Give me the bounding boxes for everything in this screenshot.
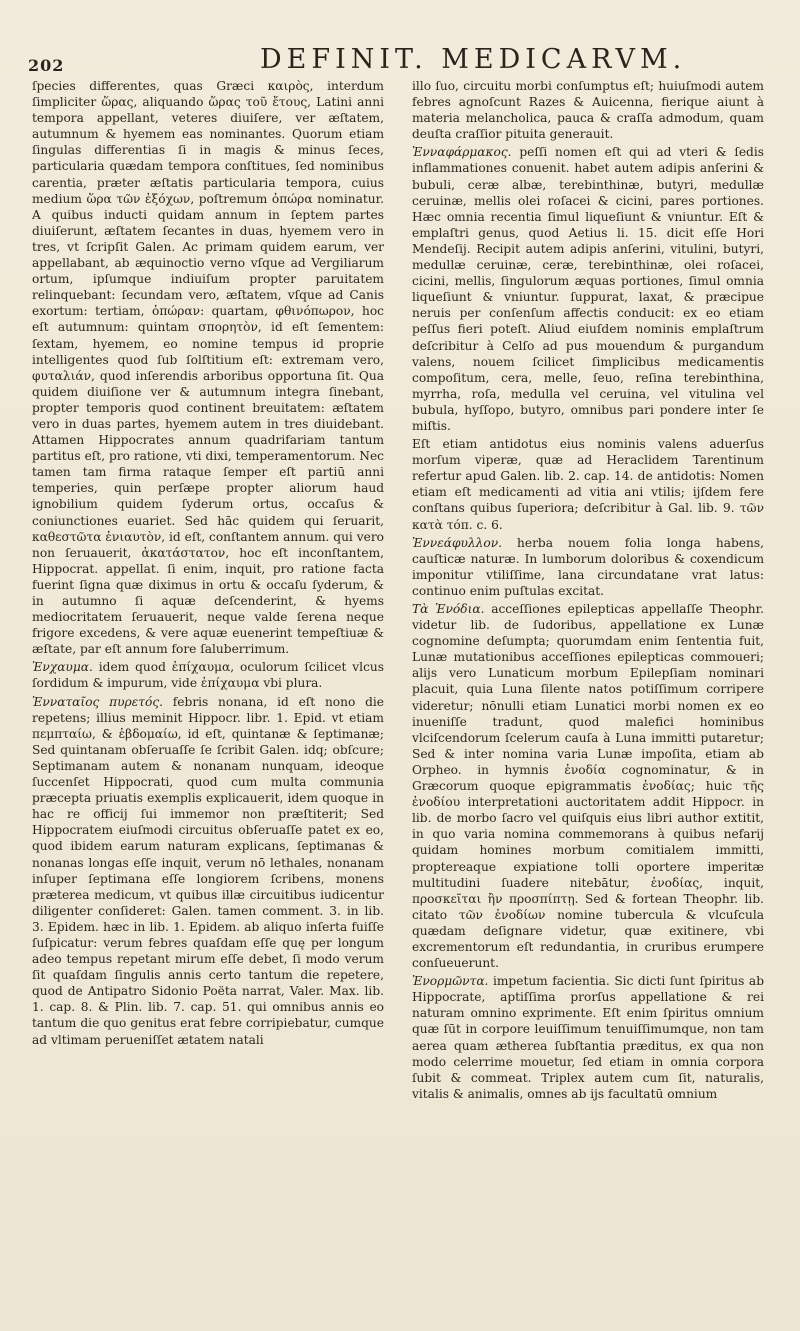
dictionary-entry [412,535,764,599]
dictionary-entry [32,659,384,691]
left-column [32,78,384,1050]
entry-text: idem quod ἐπίχαυμα, oculorum ſcilicet vlcus ſordidum & impurum, vide ἐπίχαυμα vbi plura. [32,660,384,691]
running-head: DEFINIT. MEDICARVM. [260,44,687,75]
page-number: 202 [28,56,65,75]
entry-headword: Ἐνορμῶντα. [412,974,489,989]
entry-text: acceſſiones epilepticas appellaſſe Theophr. videtur lib. de ſudoribus, appellatione ex Lunæ cognomine deſumpta; quorumdam enim ſententia fuit, Lunæ mutationibus acceſſiones epilepticas commoueri; alijs vero Lunaticum morbum Epilepſiam nominari placuit, quia Luna ſilente natos potiſſimum corripere videretur; nōnulli etiam Lunatici morbi nomen ex eo inueniſſe tradunt, quod malefici hominibus vlciſcendorum ſcelerum cauſa à Luna immitti putaretur; Sed & inter nomina varia Lunæ impoſita, etiam ab Orpheo. in hymnis ἐνοδία cognominatur, & in Græcorum quoque epigrammatis ἐνοδίας; huic τῆς ἐνοδίου interpretationi auctoritatem addit Hippocr. in lib. de morbo ſacro vel quiſquis eius libri author extitit, in quo varia nomina commemorans à quibus nefarij quidam homines morbum comitialem immitti, proptereaque expiatione tolli oportere imperitæ multitudini ſuadere nitebātur, ἐνοδίας, inquit, προσκεῖται ἢν προσπίπτῃ. Sed & fortean Theophr. lib. citato τῶν ἐνοδίων nomine tubercula & vlcuſcula quædam deſignare videtur, quæ exitinere, vbi excrementorum eſt redundantia, in cruribus erumpere conſueuerunt. [412,602,764,971]
entry-text: febris nonana, id eſt nono die repetens; illius meminit Hippocr. libr. 1. Epid. vt etiam πεμπταίω, & ἑβδομαίω, id eſt, quintanæ & ſeptimanæ; Sed quintanam obſeruaſſe ſe ſcribit Galen. idq; obſcure; Septimanam autem & nonanam nunquam, ideoque ſuccenſet Hippocrati, quod cum multa communia præcepta priuatis exemplis explicauerit, idem quoque in hac re officij ſui immemor non præſtiterit; Sed Hippocratem eiuſmodi circuitus obſeruaſſe patet ex eo, quod ibidem earum naturam explicans, ſeptimanas & nonanas longas eſſe inquit, verum nō lethales, nonanam inſuper ſeptimana eſſe longiorem ſcribens, monens præterea medicum, vt quibus illæ circuitibus iudicentur diligenter conſideret: Galen. tamen comment. 3. in lib. 3. Epidem. hæc in lib. 1. Epidem. ab aliquo inſerta fuiſſe ſuſpicatur: verum febres quaſdam eſſe quę per longum adeo tempus repetant mirum eſſe debet, ſi modo verum ſit quaſdam ſingulis annis certo tantum die repetere, quod de Antipatro Sidonio Poëta narrat, Valer. Max. lib. 1. cap. 8. & Plin. lib. 7. cap. 51. qui omnibus annis eo tantum die quo genitus erat febre corripiebatur, cumque ad vltimam perueniſſet ætatem natali [32,694,384,1047]
entry-headword: Ἐνναταῖος πυρετός. [32,694,164,709]
paragraph: illo ſuo, circuitu morbi conſumptus eſt; huiuſmodi autem febres agnoſcunt Razes & Auicenna, fierique aiunt à materia melancholica, pauca & craſſa admodum, quam deuſta craſſior pituita generauit. [412,79,764,142]
dictionary-entry [32,694,384,1048]
paragraph: Eſt etiam antidotus eius nominis valens aduerſus morſum viperæ, quæ ad Heraclidem Tarentinum refertur apud Galen. lib. 2. cap. 14. de antidotis: Nomen etiam eſt medicamenti ad vitia ani vtilis; ijſdem fere conſtans quibus ſuperiora; deſcribitur à Gal. lib. 9. τῶν κατὰ τόπ. c. 6. [412,437,764,532]
right-column [412,78,764,1104]
entry-text: impetum facientia. Sic dicti ſunt ſpiritus ab Hippocrate, aptiſſima prorſus appellatione & rei naturam omnino exprimente. Eſt enim ſpiritus omnium quæ ſūt in corpore leuiſſimum tenuiſſimumque, non tam aerea quam ætherea ſubſtantia præditus, ex qua non modo celerrime mouetur, ſed etiam in omnia corpora ſubit & commeat. Triplex autem cum ſit, naturalis, vitalis & animalis, omnes ab ijs facultatū omnium [412,974,764,1101]
entry-headword: Ἐννεάφυλλον. [412,535,502,550]
page-header [28,44,772,78]
entry-headword: Τὰ Ἐνόδια. [412,602,485,616]
entry-headword: Ἐνναφάρμακος. [412,145,512,160]
dictionary-entry [412,601,764,971]
entry-headword: Ἐνχαυμα. [32,660,93,675]
dictionary-entry [412,973,764,1102]
dictionary-entry [412,144,764,434]
entry-text: herba nouem folia longa habens, cauſticæ naturæ. In lumborum doloribus & coxendicum imponitur vtiliſſime, lana circundatane vrat latus: continuo enim puſtulas excitat. [412,535,764,598]
paragraph: ſpecies differentes, quas Græci καιρὸς, interdum ſimpliciter ὥρας, aliquando ὥρας τοῦ ἔτους, Latini anni tempora appellant, veteres diuiſere, ver æſtatem, autumnum & hyemem eas nominantes. Quorum etiam ſingulas differentias ſi in magis & minus ſeces, particularia quædam tempora conſtitues, ſed nominibus carentia, præter æſtatis particularia tempora, cuius medium ὥρα τῶν ἐξόχων, poſtremum ὀπώρα nominatur. A quibus inducti quidam annum in ſeptem partes diuiſerunt, æſtatem ſecantes in duas, hyemem vero in tres, vt ſcripſit Galen. Ac primam quidem earum, ver appellabant, ab æquinoctio verno vſque ad Vergiliarum ortum, ipſumque indiuiſum propter paruitatem relinquebant: ſecundam vero, æſtatem, vſque ad Canis exortum: tertiam, ὀπώραν: quartam, φθινόπωρον, hoc eſt autumnum: quintam σπορητὸν, id eſt ſementem: ſextam, hyemem, eo nomine tempus id proprie intelligentes quod ſub ſolſtitium eſt: extremam vero, φυταλιάν, quod inſerendis arboribus opportuna ſit. Qua quidem diuiſione ver & autumnum integra ſinebant, propter temporis quod continent breuitatem: æſtatem vero in duas partes, hyemem autem in tres diuidebant. Attamen Hippocrates annum quadrifariam tantum partitus eſt, pro ratione, vti dixi, temperamentorum. Nec tamen tam firma rataque ſemper eſt partiū anni temperies, quin perſæpe propter aliorum haud ignobilium quidem ſyderum ortus, occaſus & coniunctiones euariet. Sed hāc quidem qui ſeruarit, καθεστῶτα ἐνιαυτὸν, id eſt, conſtantem annum. qui vero non ſeruauerit, ἀκατάστατον, hoc eſt inconſtantem, Hippocrat. appellat. ſi enim, inquit, pro ratione facta fuerint ſigna quæ diximus in ortu & occaſu ſyderum, & in autumno ſi aquæ deſcenderint, & hyems mediocritatem ſeruauerit, neque valde ſerena neque frigore excedens, & vere aquæ euenerint tempeſtiuæ & æſtate, par eſt annum fore ſaluberrimum. [32,79,384,657]
entry-text: peſſi nomen eſt qui ad vteri & ſedis inflammationes conuenit. habet autem adipis anſerini & bubuli, ceræ albæ, terebinthinæ, butyri, medullæ ceruinæ, mellis olei roſacei & cicini, pares portiones. Hæc omnia recentia ſimul liqueſiunt & vniuntur. Eſt & emplaſtri genus, quod Aetius li. 15. dicit eſſe Hori Mendeſij. Recipit autem adipis anſerini, vitulini, butyri, medullæ ceruinæ, ceræ, terebinthinæ, olei roſacei, cicini, mellis, ſingulorum æquas portiones, ſimul omnia liqueſiunt & vniuntur. ſuppurat, laxat, & præcipue neruis per conſenſum affectis conducit: ex eo etiam peſſus fieri poteſt. Aliud eiuſdem nominis emplaſtrum deſcribitur à Celſo ad pus mouendum & purgandum valens, nouem ſcilicet ſimplicibus medicamentis compoſitum, cera, melle, ſeuo, reſina terebinthina, myrrha, roſa, medulla vel ceruina, vel vitulina vel bubula, hyſſopo, butyro, omnibus pari pondere inter ſe miſtis. [412,145,764,433]
